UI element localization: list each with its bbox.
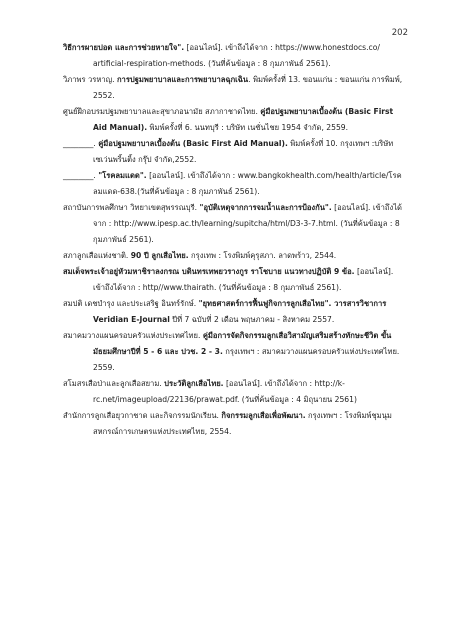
reference-entry bbox=[63, 328, 403, 376]
ref-part: ________. bbox=[63, 139, 99, 148]
ref-part: สโมสรเสือป่าและลูกเสือสยาม. bbox=[63, 379, 165, 388]
ref-part: คู่มือปฐมพยาบาลเบื้องต้น (Basic First Aid Manual). bbox=[93, 107, 394, 132]
reference-entry bbox=[63, 200, 403, 248]
ref-part: ประวัติลูกเสือไทย. bbox=[164, 379, 224, 388]
ref-part: กรุงเทพฯ : สมาคมวางแผนครอบครัวแห่งประเทศไทย. 2559. bbox=[93, 347, 400, 372]
ref-part: "อุบัติเหตุจากการจมน้ำและการป้องกัน". bbox=[199, 203, 332, 212]
ref-part: . พิมพ์ครั้งที่ 13. ขอนแก่น : ขอนแก่น การพิมพ์, 2552. bbox=[93, 75, 403, 100]
ref-part: กรุงเทพ : โรงพิมพ์คุรุสภา. ลาดพร้าว, 2544. bbox=[188, 251, 337, 260]
page-number: 202 bbox=[391, 28, 408, 38]
ref-part: สำนักการลูกเสือยุวกาชาด และกิจกรรมนักเรียน. bbox=[63, 411, 222, 420]
reference-entry bbox=[63, 408, 403, 440]
ref-part: วิภาพร วรหาญ. bbox=[63, 75, 117, 84]
ref-part: กิจกรรมลูกเสือเพื่อพัฒนา. bbox=[221, 411, 306, 420]
reference-entry bbox=[63, 296, 403, 328]
ref-part: 90 ปี ลูกเสือไทย. bbox=[130, 251, 189, 260]
reference-entry bbox=[63, 168, 403, 200]
reference-entry bbox=[63, 104, 403, 136]
ref-part: สภาลูกเสือแห่งชาติ. bbox=[63, 251, 131, 260]
ref-part: ________. bbox=[63, 171, 99, 180]
reference-entry bbox=[63, 264, 403, 296]
ref-part: สถาบันการพลศึกษา วิทยาเขตสุพรรณบุรี. bbox=[63, 203, 200, 212]
reference-entry bbox=[63, 136, 403, 168]
ref-part: [ออนไลน์]. เข้าถึงได้จาก : www.bangkokhealth.com/health/article/โรคลมแดด-638.(วันที่ค้นข้อมูล : 8 กุมภาพันธ์ 2561). bbox=[93, 171, 402, 196]
ref-part: คู่มือการจัดกิจกรรมลูกเสือวิสามัญเสริมสร้างทักษะชีวิต ขั้นมัธยมศึกษาปีที่ 5 - 6 และ ปวช. 2 - 3. bbox=[93, 331, 392, 356]
ref-part: "โรคลมแดด". bbox=[98, 171, 147, 180]
ref-part: [ออนไลน์]. เข้าถึงได้จาก : http://k-rc.net/imageupload/22136/prawat.pdf. (วันที่ค้นข้อมูล : 4 มิถุนายน 2561) bbox=[93, 379, 357, 404]
ref-part: คู่มือปฐมพยาบาลเบื้องต้น (Basic First Aid Manual). bbox=[98, 139, 288, 148]
ref-part: ปีที่ 7 ฉบับที่ 2 เดือน พฤษภาคม - สิงหาคม 2557. bbox=[169, 315, 335, 324]
ref-part: สมเด็จพระเจ้าอยู่หัวมหาชิราลงกรณ บดินทรเทพยวรางกูร ราโชบาย แนวทางปฏิบัติ 9 ข้อ. bbox=[63, 267, 355, 276]
ref-part: กรุงเทพฯ : โรงพิมพ์ชุมนุมสหกรณ์การเกษตรแห่งประเทศไทย, 2554. bbox=[93, 411, 392, 436]
ref-part: พิมพ์ครั้งที่ 6. นนทบุรี : บริษัท เนชั่นไชย 1954 จำกัด, 2559. bbox=[147, 123, 349, 132]
ref-part: สมาคมวางแผนครอบครัวแห่งประเทศไทย. bbox=[63, 331, 203, 340]
ref-part: วิธีการผายปอด และการช่วยหายใจ". bbox=[63, 43, 185, 52]
reference-entry bbox=[63, 40, 403, 72]
reference-entry bbox=[63, 248, 403, 264]
ref-part: สมปติ เดชบำรุง และประเสริฐ อินทร์รักษ์. bbox=[63, 299, 199, 308]
ref-part: พิมพ์ครั้งที่ 10. กรุงเทพฯ :บริษัท เซเว่นพริ้นติ้ง กรุ๊ป จำกัด,2552. bbox=[93, 139, 394, 164]
ref-part: [ออนไลน์]. เข้าถึงได้จาก : http://www.ipesp.ac.th/learning/supitcha/html/D3-3-7.html. (วันที่ค้นข้อมูล : 8 กุมภาพันธ์ 2561). bbox=[93, 203, 402, 244]
reference-list bbox=[63, 40, 403, 440]
ref-part: ศูนย์ฝึกอบรมปฐมพยาบาลและสุขาภอนามัย สภากาชาดไทย. bbox=[63, 107, 261, 116]
reference-entry bbox=[63, 376, 403, 408]
ref-part: [ออนไลน์]. เข้าถึงได้จาก : https://www.honestdocs.co/ artificial-respiration-methods. (วันที่ค้นข้อมูล : 8 กุมภาพันธ์ 2561). bbox=[93, 43, 380, 68]
ref-part: [ออนไลน์]. เข้าถึงได้จาก : http//www.thairath. (วันที่ค้นข้อมูล : 8 กุมภาพันธ์ 2561). bbox=[93, 267, 394, 292]
reference-entry bbox=[63, 72, 403, 104]
ref-part: การปฐมพยาบาลและการพยาบาลฉุกเฉิน bbox=[116, 75, 249, 84]
ref-part: "ยุทธศาสตร์การฟื้นฟูกิจการลูกเสือไทย". วารสารวิชาการ Veridian E-Journal bbox=[93, 299, 387, 324]
